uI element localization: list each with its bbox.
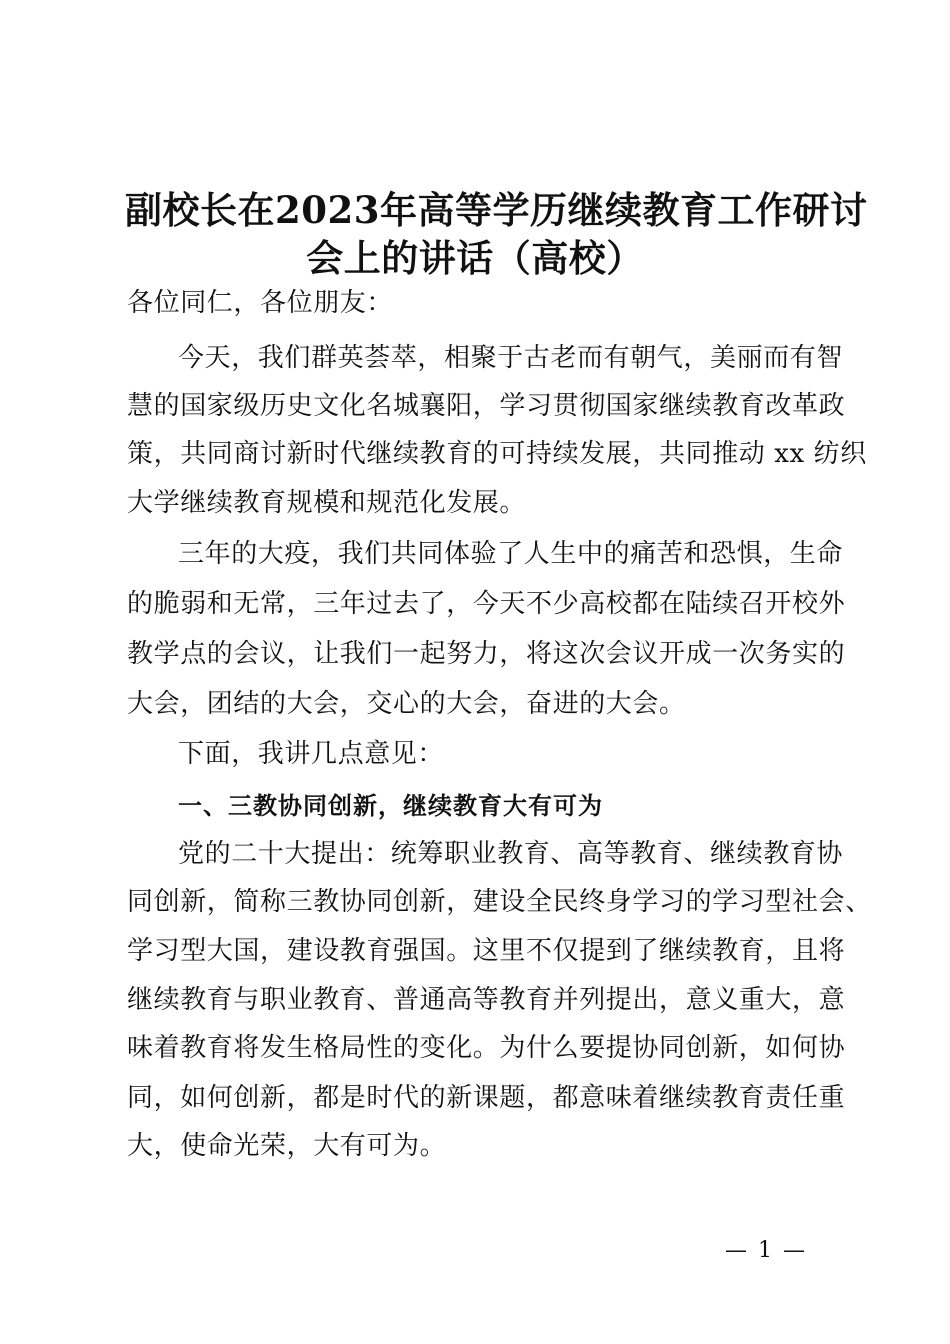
paragraph-4-line-1: 党的二十大提出：统筹职业教育、高等教育、继续教育协 <box>178 839 844 869</box>
paragraph-1-line-3: 策，共同商讨新时代继续教育的可持续发展，共同推动 xx 纺织 <box>127 439 867 469</box>
paragraph-1-line-2: 慧的国家级历史文化名城襄阳，学习贯彻国家继续教育改革政 <box>127 391 846 421</box>
paragraph-4-line-7: 大，使命光荣，大有可为。 <box>127 1131 447 1161</box>
paragraph-2-line-3: 教学点的会议，让我们一起努力，将这次会议开成一次务实的 <box>127 639 846 669</box>
salutation: 各位同仁，各位朋友： <box>127 288 394 318</box>
document-title-line-1: 副校长在2023年高等学历继续教育工作研讨 <box>125 188 868 232</box>
paragraph-3: 下面，我讲几点意见： <box>178 739 445 769</box>
paragraph-4-line-4: 继续教育与职业教育、普通高等教育并列提出，意义重大，意 <box>127 985 846 1015</box>
paragraph-1-line-1: 今天，我们群英荟萃，相聚于古老而有朝气，美丽而有智 <box>178 343 844 373</box>
paragraph-4-line-6: 同，如何创新，都是时代的新课题，都意味着继续教育责任重 <box>127 1083 846 1113</box>
page-number: — 1 — <box>725 1238 807 1263</box>
paragraph-1-line-4: 大学继续教育规模和规范化发展。 <box>127 488 527 518</box>
section-heading-1: 一、三教协同创新，继续教育大有可为 <box>178 792 603 820</box>
paragraph-4-line-2: 同创新，简称三教协同创新，建设全民终身学习的学习型社会、 <box>127 887 872 917</box>
paragraph-2-line-2: 的脆弱和无常，三年过去了，今天不少高校都在陆续召开校外 <box>127 589 846 619</box>
paragraph-2-line-1: 三年的大疫，我们共同体验了人生中的痛苦和恐惧，生命 <box>178 539 844 569</box>
paragraph-2-line-4: 大会，团结的大会，交心的大会，奋进的大会。 <box>127 689 686 719</box>
paragraph-4-line-3: 学习型大国，建设教育强国。这里不仅提到了继续教育，且将 <box>127 936 846 966</box>
paragraph-4-line-5: 味着教育将发生格局性的变化。为什么要提协同创新，如何协 <box>127 1033 846 1063</box>
document-title-line-2: 会上的讲话（高校） <box>306 236 644 280</box>
